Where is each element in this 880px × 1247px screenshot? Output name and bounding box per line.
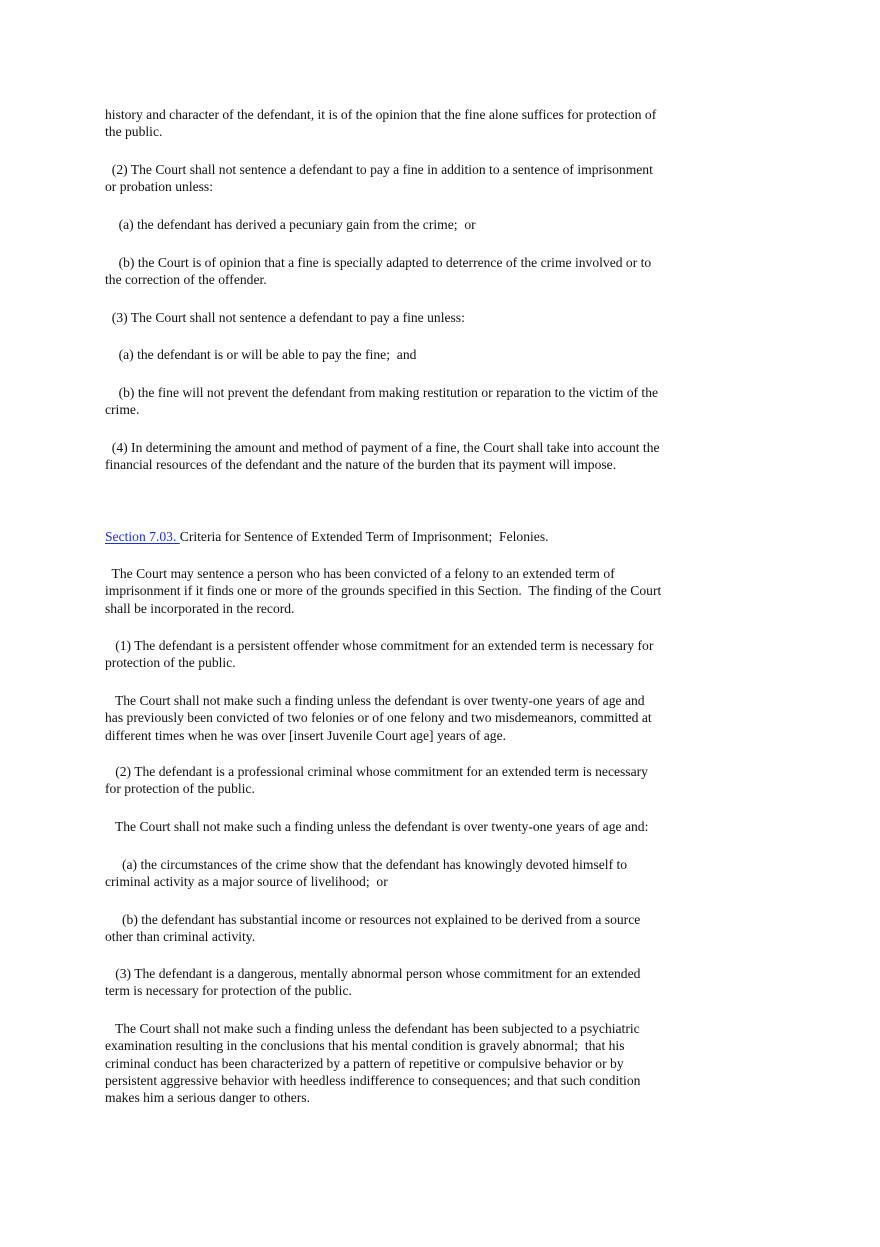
paragraph-deterrence: (b) the Court is of opinion that a fine is specially adapted to deterrence of the crime involved or to the correction of the offender.	[105, 255, 652, 288]
paragraph-professional-criminal: (2) The defendant is a professional criminal whose commitment for an extended term is necessary for protection of the public.	[105, 764, 648, 797]
section-link[interactable]: Section 7.03.	[105, 529, 180, 544]
paragraph-professional-finding: The Court shall not make such a finding unless the defendant is over twenty-one years of age and:	[105, 819, 649, 834]
section-heading	[105, 528, 717, 545]
paragraph-persistent-offender: (1) The defendant is a persistent offender whose commitment for an extended term is necessary for protection of the public.	[105, 638, 654, 671]
paragraph-extended-term: The Court may sentence a person who has been convicted of a felony to an extended term of imprisonment if it finds one or more of the grounds specified in this Section. The finding of the Court shall be incorporated in the record.	[105, 566, 662, 616]
paragraph-psychiatric-finding: The Court shall not make such a finding unless the defendant has been subjected to a psychiatric examination resulting in the conclusions that his mental condition is gravely abnormal; that his criminal conduct has been characterized by a pattern of repetitive or compulsive behavior or by persistent aggressive behavior with heedless indifference to consequences; and that such condition makes him a serious danger to others.	[105, 1021, 641, 1106]
section-title: Criteria for Sentence of Extended Term of Imprisonment; Felonies.	[179, 529, 549, 544]
paragraph-fine-additional: (2) The Court shall not sentence a defendant to pay a fine in addition to a sentence of imprisonment or probation unless:	[105, 162, 653, 195]
paragraph-restitution: (b) the fine will not prevent the defendant from making restitution or reparation to the victim of the crime.	[105, 385, 659, 418]
paragraph-amount-method: (4) In determining the amount and method of payment of a fine, the Court shall take into account the financial resources of the defendant and the nature of the burden that its payment will impose.	[105, 440, 660, 473]
paragraph-dangerous-person: (3) The defendant is a dangerous, mentally abnormal person whose commitment for an extended term is necessary for protection of the public.	[105, 966, 641, 999]
paragraph-fine-unless: (3) The Court shall not sentence a defendant to pay a fine unless:	[105, 310, 465, 325]
paragraph-pecuniary-gain: (a) the defendant has derived a pecuniary gain from the crime; or	[105, 217, 476, 232]
paragraph-persistent-finding: The Court shall not make such a finding unless the defendant is over twenty-one years of age and has previously been convicted of two felonies or of one felony and two misdemeanors, committed at different times when he was over [insert Juvenile Court age] years of age.	[105, 693, 652, 743]
paragraph-unexplained-income: (b) the defendant has substantial income or resources not explained to be derived from a source other than criminal activity.	[105, 912, 641, 945]
paragraph-able-to-pay: (a) the defendant is or will be able to pay the fine; and	[105, 347, 417, 362]
paragraph-fine-alone: history and character of the defendant, it is of the opinion that the fine alone suffices for protection of the public.	[105, 107, 657, 140]
paragraph-livelihood: (a) the circumstances of the crime show that the defendant has knowingly devoted himself to criminal activity as a major source of livelihood; or	[105, 857, 628, 890]
